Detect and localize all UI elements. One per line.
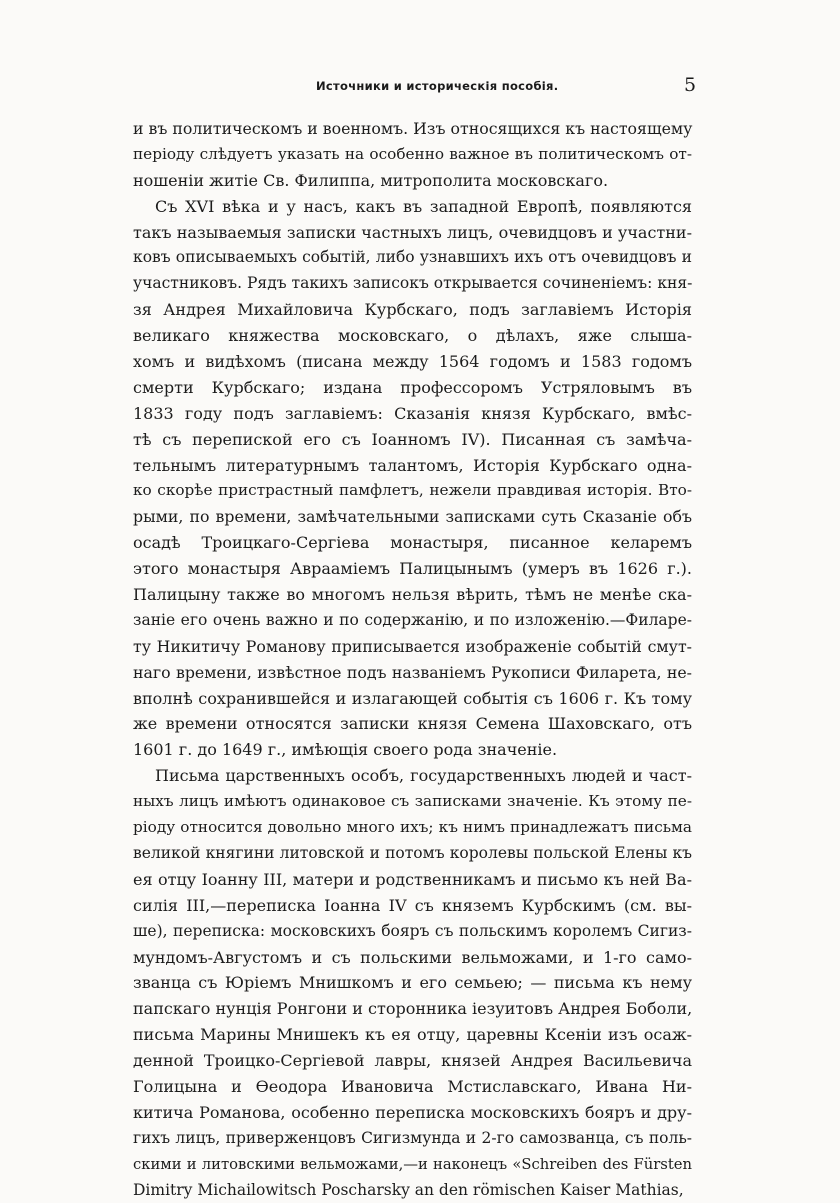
text-line: китича Романова, особенно переписка московскихъ бояръ и дру- bbox=[133, 1102, 692, 1122]
text-line: этого монастыря Аврааміемъ Палицынымъ (умеръ въ 1626 г.). bbox=[133, 559, 692, 579]
text-line: Письма царственныхъ особъ, государственныхъ людей и част- bbox=[155, 766, 692, 786]
paragraph bbox=[133, 763, 692, 1203]
text-line: ріоду относится довольно много ихъ; къ нимъ принадлежатъ письма bbox=[133, 818, 692, 837]
text-line: 1601 г. до 1649 г., имѣющія своего рода значеніе. bbox=[133, 740, 558, 760]
paragraph bbox=[133, 116, 692, 194]
text-line: папскаго нунція Ронгони и сторонника іезуитовъ Андрея Боболи, bbox=[133, 999, 693, 1019]
page-number: 5 bbox=[684, 74, 697, 96]
text-line: 1833 году подъ заглавіемъ: Сказанія князя Курбскаго, вмѣс- bbox=[133, 403, 692, 423]
running-head bbox=[0, 76, 840, 100]
text-line: смерти Курбскаго; издана профессоромъ Устряловымъ въ bbox=[133, 377, 692, 397]
text-line: Съ XVI вѣка и у насъ, какъ въ западной Европѣ, появляются bbox=[155, 196, 692, 216]
text-line: ныхъ лицъ имѣютъ одинаковое съ записками значеніе. Къ этому пе- bbox=[133, 792, 692, 811]
text-line: ковъ описываемыхъ событій, либо узнавшихъ ихъ отъ очевидцовъ и bbox=[133, 248, 692, 267]
text-line: ко скорѣе пристрастный памфлетъ, нежели правдивая исторія. Вто- bbox=[133, 481, 692, 500]
text-line: силія III,—переписка Іоанна IV съ княземъ Курбскимъ (см. вы- bbox=[133, 895, 692, 915]
running-title: Источники и историческія пособія. bbox=[316, 79, 559, 93]
text-line: такъ называемыя записки частныхъ лицъ, очевидцовъ и участни- bbox=[133, 222, 692, 242]
text-line: скими и литовскими вельможами,—и наконецъ «Schreiben des Fürsten bbox=[133, 1155, 692, 1173]
text-line: гихъ лицъ, приверженцовъ Сигизмунда и 2-го самозванца, съ поль- bbox=[133, 1128, 692, 1147]
text-line: званца съ Юріемъ Мнишкомъ и его семьею; — письма къ нему bbox=[133, 973, 692, 993]
text-line: зя Андрея Михайловича Курбскаго, подъ заглавіемъ Исторія bbox=[133, 300, 692, 320]
text-line: великой княгини литовской и потомъ королевы польской Елены къ bbox=[133, 843, 692, 862]
text-line: Dimitry Michailowitsch Poscharsky an den römischen Kaiser Mathias, bbox=[133, 1180, 684, 1199]
paragraph bbox=[133, 194, 692, 764]
text-line: ту Никитичу Романову приписывается изображеніе событій смут- bbox=[133, 636, 692, 656]
text-line: наго времени, извѣстное подъ названіемъ Рукописи Филарета, не- bbox=[133, 662, 692, 682]
body-text bbox=[133, 116, 692, 1203]
text-line: и въ политическомъ и военномъ. Изъ относящихся къ настоящему bbox=[133, 119, 693, 138]
text-line: мундомъ-Августомъ и съ польскими вельможами, и 1-го само- bbox=[133, 947, 692, 967]
text-line: ше), переписка: московскихъ бояръ съ польскимъ королемъ Сигиз- bbox=[133, 921, 692, 940]
text-line: Голицына и Өеодора Ивановича Мстиславскаго, Ивана Ни- bbox=[133, 1076, 692, 1096]
text-line: тельнымъ литературнымъ талантомъ, Исторія Курбскаго одна- bbox=[133, 455, 692, 475]
text-line: же времени относятся записки князя Семена Шаховскаго, отъ bbox=[133, 714, 692, 734]
text-line: заніе его очень важно и по содержанію, и по изложенію.—Филаре- bbox=[133, 610, 692, 629]
text-line: участниковъ. Рядъ такихъ записокъ открывается сочиненіемъ: кня- bbox=[133, 274, 693, 293]
text-line: хомъ и видѣхомъ (писана между 1564 годомъ и 1583 годомъ bbox=[133, 352, 692, 372]
text-line: вполнѣ сохранившейся и излагающей событія съ 1606 г. Къ тому bbox=[133, 688, 692, 708]
text-line: Палицыну также во многомъ нельзя вѣрить, тѣмъ не менѣе ска- bbox=[133, 585, 692, 605]
text-line: рыми, по времени, замѣчательными записками суть Сказаніе объ bbox=[133, 507, 692, 527]
text-line: великаго княжества московскаго, о дѣлахъ, яже слыша- bbox=[133, 326, 692, 346]
text-line: письма Марины Мнишекъ къ ея отцу, царевны Ксеніи изъ осаж- bbox=[133, 1025, 692, 1045]
text-line: денной Троицко-Сергіевой лавры, князей Андрея Васильевича bbox=[133, 1051, 692, 1071]
text-line: тѣ съ перепиской его съ Іоанномъ IV). Писанная съ замѣча- bbox=[133, 429, 692, 449]
text-line: ея отцу Іоанну III, матери и родственникамъ и письмо къ ней Ва- bbox=[133, 869, 692, 889]
text-line: осадѣ Троицкаго-Сергіева монастыря, писанное келаремъ bbox=[133, 533, 692, 553]
text-line: ношеніи житіе Св. Филиппа, митрополита московскаго. bbox=[133, 170, 609, 190]
text-line: періоду слѣдуетъ указать на особенно важное въ политическомъ от- bbox=[133, 144, 692, 163]
